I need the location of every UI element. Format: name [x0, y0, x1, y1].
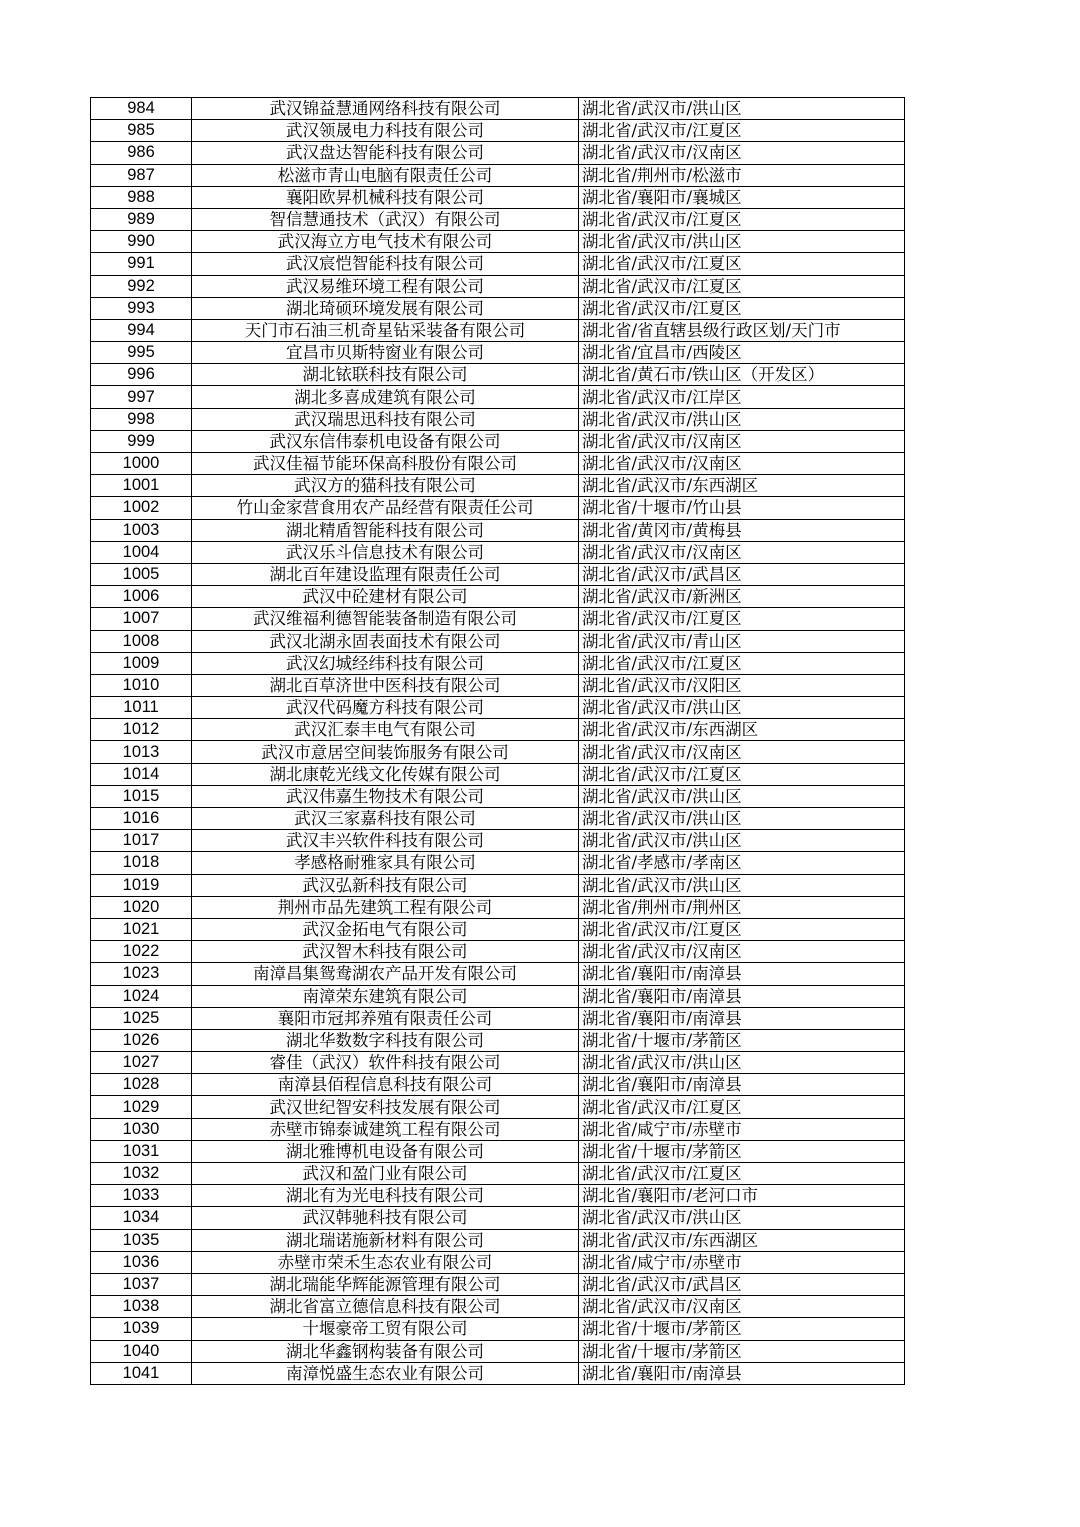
company-name: 湖北精盾智能科技有限公司	[192, 519, 579, 541]
region: 湖北省/十堰市/茅箭区	[579, 1029, 905, 1051]
row-number: 1009	[91, 652, 192, 674]
row-number: 1015	[91, 785, 192, 807]
region: 湖北省/襄阳市/南漳县	[579, 963, 905, 985]
table-row	[91, 1163, 905, 1185]
region: 湖北省/武汉市/江夏区	[579, 253, 905, 275]
region: 湖北省/武汉市/汉南区	[579, 453, 905, 475]
table-row	[91, 1362, 905, 1384]
region: 湖北省/武汉市/洪山区	[579, 808, 905, 830]
table-row	[91, 408, 905, 430]
company-name: 武汉代码魔方科技有限公司	[192, 697, 579, 719]
company-name: 武汉汇泰丰电气有限公司	[192, 719, 579, 741]
table-row	[91, 1340, 905, 1362]
region: 湖北省/武汉市/江夏区	[579, 608, 905, 630]
row-number: 1006	[91, 586, 192, 608]
region: 湖北省/武汉市/汉南区	[579, 741, 905, 763]
row-number: 1036	[91, 1251, 192, 1273]
row-number: 991	[91, 253, 192, 275]
row-number: 1029	[91, 1096, 192, 1118]
table-row	[91, 364, 905, 386]
company-name: 武汉方的猫科技有限公司	[192, 475, 579, 497]
table-row	[91, 1185, 905, 1207]
region: 湖北省/黄石市/铁山区（开发区）	[579, 364, 905, 386]
company-name: 天门市石油三机奇星钻采装备有限公司	[192, 319, 579, 341]
table-row	[91, 1296, 905, 1318]
region: 湖北省/襄阳市/南漳县	[579, 985, 905, 1007]
row-number: 1012	[91, 719, 192, 741]
region: 湖北省/武汉市/洪山区	[579, 98, 905, 120]
row-number: 999	[91, 430, 192, 452]
table-row	[91, 1229, 905, 1251]
table-row	[91, 1140, 905, 1162]
row-number: 990	[91, 231, 192, 253]
row-number: 1033	[91, 1185, 192, 1207]
company-table-body	[91, 98, 905, 1385]
table-row	[91, 98, 905, 120]
region: 湖北省/武汉市/青山区	[579, 630, 905, 652]
region: 湖北省/武汉市/洪山区	[579, 874, 905, 896]
company-name: 武汉幻城经纬科技有限公司	[192, 652, 579, 674]
table-row	[91, 1029, 905, 1051]
region: 湖北省/武汉市/江夏区	[579, 297, 905, 319]
company-name: 赤壁市锦泰诚建筑工程有限公司	[192, 1118, 579, 1140]
table-row	[91, 830, 905, 852]
company-name: 襄阳市冠邦养殖有限责任公司	[192, 1007, 579, 1029]
table-row	[91, 586, 905, 608]
table-row	[91, 1096, 905, 1118]
region: 湖北省/荆州市/荆州区	[579, 896, 905, 918]
company-name: 南漳荣东建筑有限公司	[192, 985, 579, 1007]
row-number: 1005	[91, 563, 192, 585]
table-row	[91, 519, 905, 541]
row-number: 1000	[91, 453, 192, 475]
table-row	[91, 608, 905, 630]
row-number: 989	[91, 208, 192, 230]
row-number: 1004	[91, 541, 192, 563]
company-name: 湖北百年建设监理有限责任公司	[192, 563, 579, 585]
row-number: 1016	[91, 808, 192, 830]
row-number: 1022	[91, 941, 192, 963]
region: 湖北省/荆州市/松滋市	[579, 164, 905, 186]
table-row	[91, 563, 905, 585]
table-row	[91, 852, 905, 874]
row-number: 1017	[91, 830, 192, 852]
region: 湖北省/武汉市/东西湖区	[579, 475, 905, 497]
row-number: 1014	[91, 763, 192, 785]
row-number: 1018	[91, 852, 192, 874]
row-number: 1021	[91, 918, 192, 940]
table-row	[91, 763, 905, 785]
region: 湖北省/武汉市/汉南区	[579, 941, 905, 963]
region: 湖北省/武汉市/江夏区	[579, 1096, 905, 1118]
table-row	[91, 1207, 905, 1229]
row-number: 1027	[91, 1052, 192, 1074]
region: 湖北省/武汉市/江夏区	[579, 763, 905, 785]
region: 湖北省/襄阳市/襄城区	[579, 186, 905, 208]
company-name: 武汉市意居空间装饰服务有限公司	[192, 741, 579, 763]
region: 湖北省/孝感市/孝南区	[579, 852, 905, 874]
region: 湖北省/武汉市/洪山区	[579, 697, 905, 719]
region: 湖北省/襄阳市/老河口市	[579, 1185, 905, 1207]
table-row	[91, 475, 905, 497]
company-name: 湖北有为光电科技有限公司	[192, 1185, 579, 1207]
region: 湖北省/襄阳市/南漳县	[579, 1007, 905, 1029]
table-row	[91, 1318, 905, 1340]
row-number: 1026	[91, 1029, 192, 1051]
region: 湖北省/武汉市/江夏区	[579, 275, 905, 297]
table-row	[91, 963, 905, 985]
table-row	[91, 1074, 905, 1096]
table-row	[91, 918, 905, 940]
company-name: 湖北省富立德信息科技有限公司	[192, 1296, 579, 1318]
company-name: 武汉金拓电气有限公司	[192, 918, 579, 940]
company-name: 孝感格耐雅家具有限公司	[192, 852, 579, 874]
row-number: 1035	[91, 1229, 192, 1251]
row-number: 986	[91, 142, 192, 164]
company-name: 湖北多喜成建筑有限公司	[192, 386, 579, 408]
row-number: 1037	[91, 1273, 192, 1295]
region: 湖北省/武汉市/汉南区	[579, 142, 905, 164]
company-name: 武汉三家嘉科技有限公司	[192, 808, 579, 830]
row-number: 1038	[91, 1296, 192, 1318]
company-name: 赤壁市荣禾生态农业有限公司	[192, 1251, 579, 1273]
region: 湖北省/十堰市/茅箭区	[579, 1140, 905, 1162]
company-name: 武汉海立方电气技术有限公司	[192, 231, 579, 253]
row-number: 1032	[91, 1163, 192, 1185]
region: 湖北省/武汉市/江夏区	[579, 120, 905, 142]
table-row	[91, 1251, 905, 1273]
company-name: 武汉和盈门业有限公司	[192, 1163, 579, 1185]
table-row	[91, 453, 905, 475]
company-name: 宜昌市贝斯特窗业有限公司	[192, 342, 579, 364]
region: 湖北省/武汉市/武昌区	[579, 1273, 905, 1295]
table-row	[91, 541, 905, 563]
table-row	[91, 1052, 905, 1074]
region: 湖北省/武汉市/汉南区	[579, 430, 905, 452]
row-number: 1040	[91, 1340, 192, 1362]
row-number: 1002	[91, 497, 192, 519]
company-name: 武汉佳福节能环保高科股份有限公司	[192, 453, 579, 475]
region: 湖北省/十堰市/竹山县	[579, 497, 905, 519]
region: 湖北省/省直辖县级行政区划/天门市	[579, 319, 905, 341]
company-name: 湖北百草济世中医科技有限公司	[192, 674, 579, 696]
row-number: 1008	[91, 630, 192, 652]
table-row	[91, 719, 905, 741]
table-row	[91, 1007, 905, 1029]
region: 湖北省/武汉市/洪山区	[579, 1207, 905, 1229]
table-row	[91, 896, 905, 918]
region: 湖北省/黄冈市/黄梅县	[579, 519, 905, 541]
table-row	[91, 874, 905, 896]
region: 湖北省/武汉市/江夏区	[579, 208, 905, 230]
region: 湖北省/武汉市/武昌区	[579, 563, 905, 585]
table-row	[91, 941, 905, 963]
table-row	[91, 430, 905, 452]
company-name: 武汉丰兴软件科技有限公司	[192, 830, 579, 852]
table-row	[91, 674, 905, 696]
region: 湖北省/武汉市/江夏区	[579, 918, 905, 940]
company-name: 湖北瑞能华辉能源管理有限公司	[192, 1273, 579, 1295]
region: 湖北省/武汉市/新洲区	[579, 586, 905, 608]
region: 湖北省/武汉市/洪山区	[579, 830, 905, 852]
company-name: 武汉韩驰科技有限公司	[192, 1207, 579, 1229]
region: 湖北省/武汉市/江夏区	[579, 652, 905, 674]
row-number: 1028	[91, 1074, 192, 1096]
company-name: 南漳昌集鸳鸯湖农产品开发有限公司	[192, 963, 579, 985]
region: 湖北省/武汉市/东西湖区	[579, 1229, 905, 1251]
company-name: 武汉宸恺智能科技有限公司	[192, 253, 579, 275]
company-name: 武汉世纪智安科技发展有限公司	[192, 1096, 579, 1118]
company-name: 武汉伟嘉生物技术有限公司	[192, 785, 579, 807]
region: 湖北省/武汉市/汉阳区	[579, 674, 905, 696]
company-name: 武汉瑞思迅科技有限公司	[192, 408, 579, 430]
row-number: 1030	[91, 1118, 192, 1140]
row-number: 1041	[91, 1362, 192, 1384]
row-number: 1003	[91, 519, 192, 541]
row-number: 1011	[91, 697, 192, 719]
row-number: 1007	[91, 608, 192, 630]
table-row	[91, 497, 905, 519]
row-number: 1031	[91, 1140, 192, 1162]
table-row	[91, 785, 905, 807]
row-number: 988	[91, 186, 192, 208]
table-row	[91, 342, 905, 364]
row-number: 992	[91, 275, 192, 297]
region: 湖北省/十堰市/茅箭区	[579, 1318, 905, 1340]
company-name: 武汉锦益慧通网络科技有限公司	[192, 98, 579, 120]
table-row	[91, 164, 905, 186]
company-name: 智信慧通技术（武汉）有限公司	[192, 208, 579, 230]
region: 湖北省/武汉市/汉南区	[579, 1296, 905, 1318]
company-name: 松滋市青山电脑有限责任公司	[192, 164, 579, 186]
row-number: 997	[91, 386, 192, 408]
company-name: 十堰豪帝工贸有限公司	[192, 1318, 579, 1340]
table-row	[91, 208, 905, 230]
company-name: 竹山金家营食用农产品经营有限责任公司	[192, 497, 579, 519]
row-number: 1020	[91, 896, 192, 918]
table-row	[91, 808, 905, 830]
table-row	[91, 1118, 905, 1140]
table-row	[91, 319, 905, 341]
company-name: 湖北瑞诺施新材料有限公司	[192, 1229, 579, 1251]
row-number: 998	[91, 408, 192, 430]
region: 湖北省/武汉市/洪山区	[579, 231, 905, 253]
table-row	[91, 231, 905, 253]
row-number: 1039	[91, 1318, 192, 1340]
table-row	[91, 297, 905, 319]
table-row	[91, 186, 905, 208]
company-name: 南漳悦盛生态农业有限公司	[192, 1362, 579, 1384]
table-row	[91, 275, 905, 297]
table-row	[91, 120, 905, 142]
row-number: 1001	[91, 475, 192, 497]
row-number: 987	[91, 164, 192, 186]
row-number: 995	[91, 342, 192, 364]
row-number: 1024	[91, 985, 192, 1007]
table-row	[91, 697, 905, 719]
company-name: 湖北华数数字科技有限公司	[192, 1029, 579, 1051]
company-table	[90, 97, 905, 1385]
row-number: 1023	[91, 963, 192, 985]
company-name: 襄阳欧昇机械科技有限公司	[192, 186, 579, 208]
region: 湖北省/武汉市/汉南区	[579, 541, 905, 563]
company-name: 睿佳（武汉）软件科技有限公司	[192, 1052, 579, 1074]
row-number: 994	[91, 319, 192, 341]
company-name: 湖北琦硕环境发展有限公司	[192, 297, 579, 319]
region: 湖北省/武汉市/洪山区	[579, 408, 905, 430]
region: 湖北省/宜昌市/西陵区	[579, 342, 905, 364]
company-name: 湖北雅博机电设备有限公司	[192, 1140, 579, 1162]
table-row	[91, 652, 905, 674]
region: 湖北省/咸宁市/赤壁市	[579, 1251, 905, 1273]
company-name: 武汉乐斗信息技术有限公司	[192, 541, 579, 563]
row-number: 1019	[91, 874, 192, 896]
row-number: 985	[91, 120, 192, 142]
company-name: 荆州市品先建筑工程有限公司	[192, 896, 579, 918]
region: 湖北省/襄阳市/南漳县	[579, 1362, 905, 1384]
row-number: 1010	[91, 674, 192, 696]
company-name: 武汉易维环境工程有限公司	[192, 275, 579, 297]
region: 湖北省/咸宁市/赤壁市	[579, 1118, 905, 1140]
company-name: 武汉东信伟泰机电设备有限公司	[192, 430, 579, 452]
row-number: 996	[91, 364, 192, 386]
table-row	[91, 142, 905, 164]
region: 湖北省/襄阳市/南漳县	[579, 1074, 905, 1096]
region: 湖北省/武汉市/洪山区	[579, 1052, 905, 1074]
company-name: 武汉智木科技有限公司	[192, 941, 579, 963]
table-row	[91, 985, 905, 1007]
company-name: 湖北康乾光线文化传媒有限公司	[192, 763, 579, 785]
company-name: 湖北华鑫钢构装备有限公司	[192, 1340, 579, 1362]
row-number: 1034	[91, 1207, 192, 1229]
region: 湖北省/武汉市/江夏区	[579, 1163, 905, 1185]
table-row	[91, 1273, 905, 1295]
company-name: 武汉领晟电力科技有限公司	[192, 120, 579, 142]
region: 湖北省/武汉市/洪山区	[579, 785, 905, 807]
region: 湖北省/武汉市/东西湖区	[579, 719, 905, 741]
company-name: 武汉盘达智能科技有限公司	[192, 142, 579, 164]
company-name: 湖北铱联科技有限公司	[192, 364, 579, 386]
company-name: 武汉弘新科技有限公司	[192, 874, 579, 896]
table-row	[91, 741, 905, 763]
region: 湖北省/十堰市/茅箭区	[579, 1340, 905, 1362]
row-number: 984	[91, 98, 192, 120]
table-row	[91, 630, 905, 652]
company-name: 武汉中砼建材有限公司	[192, 586, 579, 608]
region: 湖北省/武汉市/江岸区	[579, 386, 905, 408]
table-row	[91, 386, 905, 408]
row-number: 1025	[91, 1007, 192, 1029]
company-name: 南漳县佰程信息科技有限公司	[192, 1074, 579, 1096]
row-number: 993	[91, 297, 192, 319]
company-name: 武汉北湖永固表面技术有限公司	[192, 630, 579, 652]
company-name: 武汉维福利德智能装备制造有限公司	[192, 608, 579, 630]
row-number: 1013	[91, 741, 192, 763]
table-row	[91, 253, 905, 275]
